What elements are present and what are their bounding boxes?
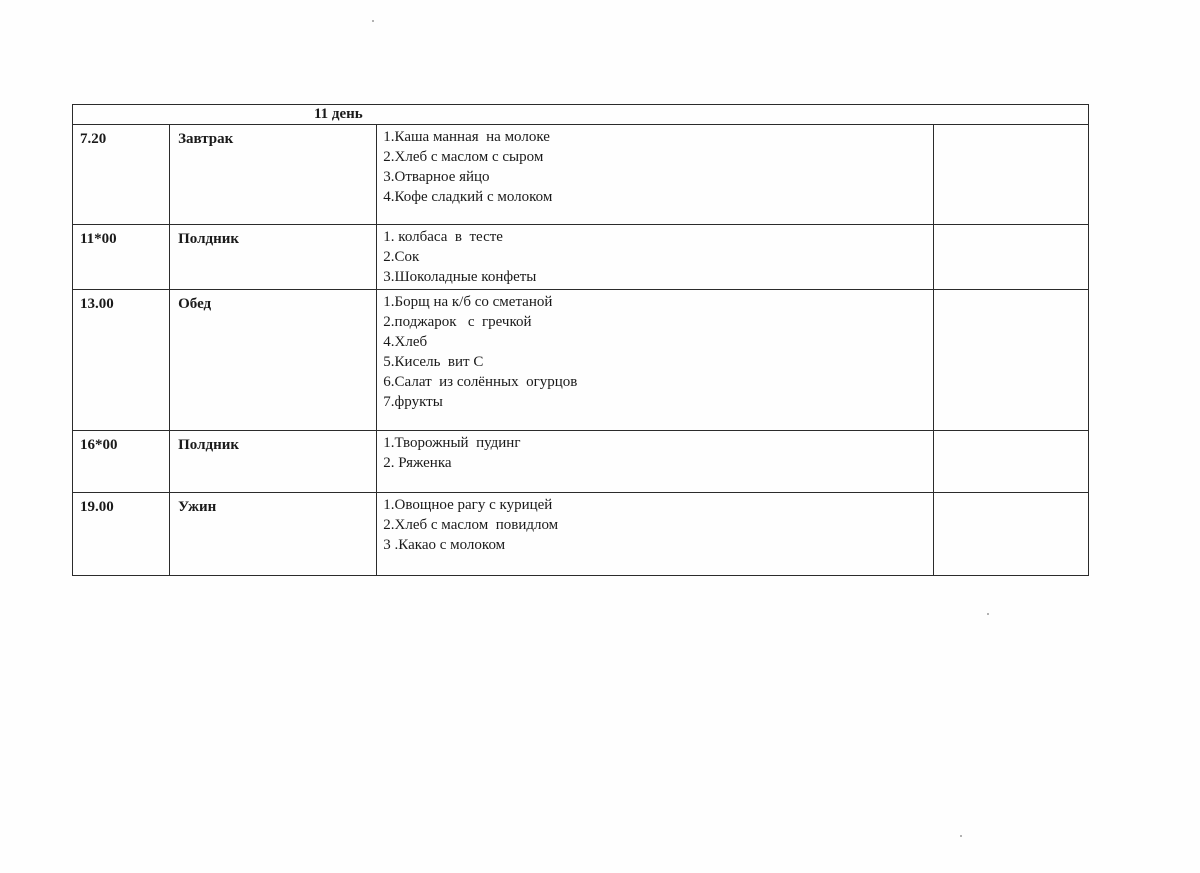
meal-time: 19.00	[80, 499, 114, 515]
meal-name: Полдник	[178, 231, 239, 247]
meal-cell	[170, 225, 377, 290]
note-cell	[933, 290, 1088, 431]
dish-list	[377, 225, 933, 287]
meal-cell	[170, 125, 377, 225]
dishes-cell	[377, 225, 934, 290]
dish-item: 1.Творожный пудинг	[383, 435, 521, 451]
scan-speck	[960, 835, 962, 837]
meal-name: Ужин	[178, 499, 217, 515]
time-cell	[73, 125, 170, 225]
dish-item: 6.Салат из солённых огурцов	[383, 374, 578, 390]
table-row	[73, 225, 1089, 290]
dish-item: 3 .Какао с молоком	[383, 537, 506, 553]
table-row	[73, 431, 1089, 493]
meal-cell	[170, 431, 377, 493]
meal-time: 13.00	[80, 296, 114, 312]
scan-speck	[372, 20, 374, 22]
table-row	[73, 493, 1089, 576]
dish-list	[377, 290, 933, 412]
dish-item: 1.Овощное рагу с курицей	[383, 497, 553, 513]
time-cell	[73, 225, 170, 290]
dishes-cell	[377, 431, 934, 493]
time-cell	[73, 290, 170, 431]
dish-item: 2.Хлеб с маслом с сыром	[383, 149, 544, 165]
day-title: 11 день	[314, 106, 363, 122]
meal-time: 7.20	[80, 131, 107, 147]
dish-list	[377, 125, 933, 207]
table-header-row	[73, 105, 1089, 125]
dish-item: 2. Ряженка	[383, 455, 452, 471]
dish-item: 2.поджарок с гречкой	[383, 314, 532, 330]
dish-item: 2.Хлеб с маслом повидлом	[383, 517, 559, 533]
meal-cell	[170, 290, 377, 431]
meal-cell	[170, 493, 377, 576]
dish-item: 4.Кофе сладкий с молоком	[383, 189, 553, 205]
meal-time: 11*00	[80, 231, 117, 247]
meal-name: Обед	[178, 296, 212, 312]
dishes-cell	[377, 493, 934, 576]
dishes-cell	[377, 290, 934, 431]
note-cell	[933, 431, 1088, 493]
scan-speck	[987, 613, 989, 615]
dish-list	[377, 431, 933, 473]
dish-item: 4.Хлеб	[383, 334, 428, 350]
dish-item: 2.Сок	[383, 249, 420, 265]
table-row	[73, 125, 1089, 225]
note-cell	[933, 125, 1088, 225]
dish-item: 3.Отварное яйцо	[383, 169, 490, 185]
time-cell	[73, 431, 170, 493]
dish-item: 3.Шоколадные конфеты	[383, 269, 537, 285]
meal-name: Полдник	[178, 437, 239, 453]
menu-table	[72, 104, 1089, 576]
dish-list	[377, 493, 933, 555]
meal-time: 16*00	[80, 437, 118, 453]
time-cell	[73, 493, 170, 576]
dish-item: 5.Кисель вит С	[383, 354, 484, 370]
note-cell	[933, 493, 1088, 576]
dish-item: 1. колбаса в тесте	[383, 229, 503, 245]
dish-item: 7.фрукты	[383, 394, 443, 410]
dish-item: 1.Каша манная на молоке	[383, 129, 550, 145]
dish-item: 1.Борщ на к/б со сметаной	[383, 294, 553, 310]
day-header-cell	[73, 105, 1089, 125]
table-row	[73, 290, 1089, 431]
meal-name: Завтрак	[178, 131, 234, 147]
dishes-cell	[377, 125, 934, 225]
note-cell	[933, 225, 1088, 290]
